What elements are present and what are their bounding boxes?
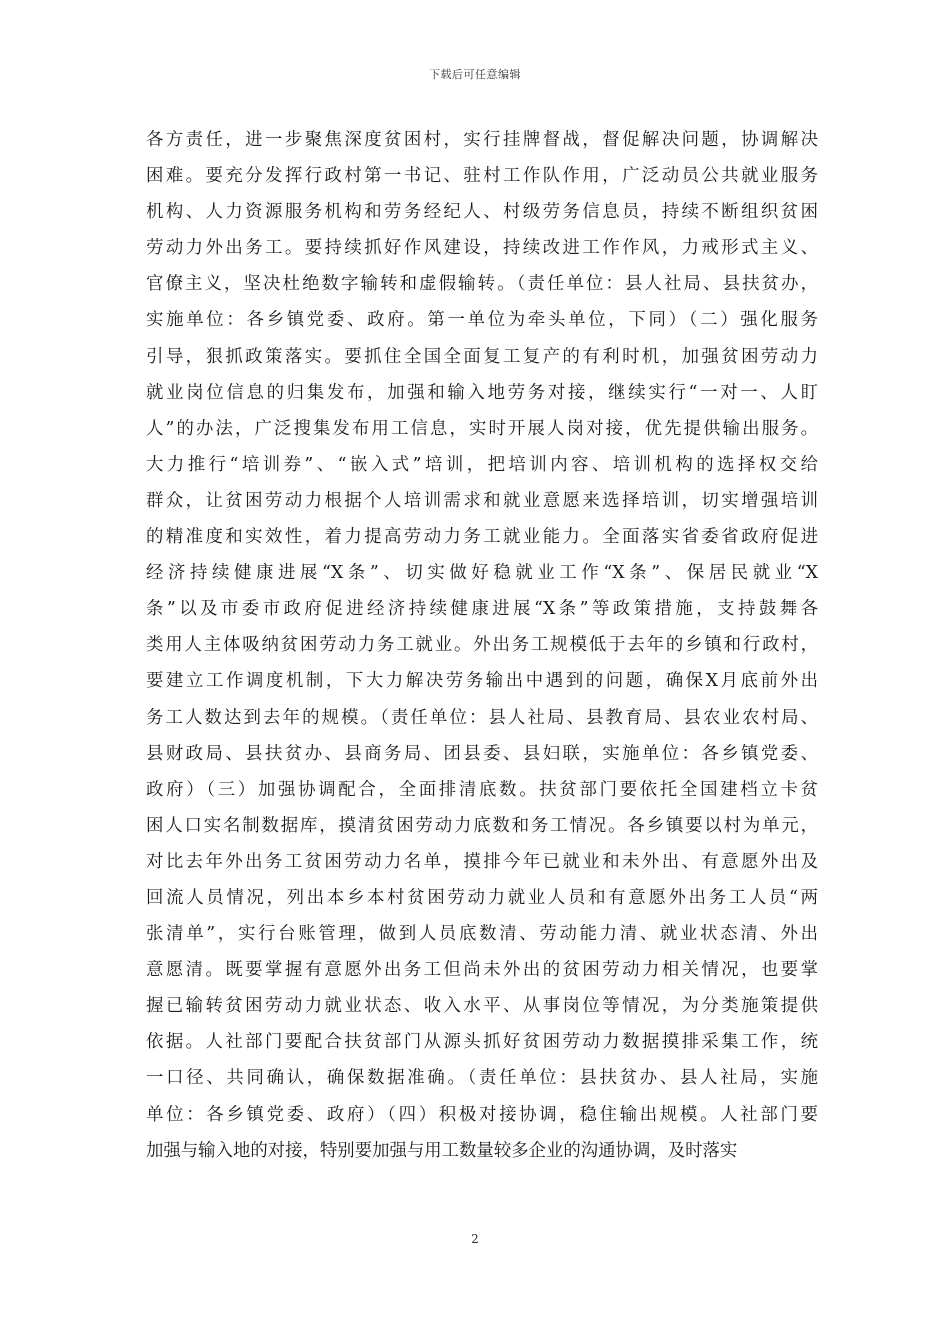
text-line: 要建立工作调度机制，下大力解决劳务输出中遇到的问题，确保X月底前外出 [146, 671, 818, 692]
text-line: 实施单位：各乡镇党委、政府。第一单位为牵头单位，下同）（二）强化服务 [146, 310, 818, 331]
text-line: 政府）（三）加强协调配合，全面排清底数。扶贫部门要依托全国建档立卡贫 [146, 779, 818, 800]
text-line: 单位：各乡镇党委、政府）（四）积极对接协调，稳住输出规模。人社部门要 [146, 1104, 818, 1125]
text-line: 回流人员情况，列出本乡本村贫困劳动力就业人员和有意愿外出务工人员“两 [146, 887, 818, 908]
text-line: 县财政局、县扶贫办、县商务局、团县委、县妇联，实施单位：各乡镇党委、 [146, 743, 818, 764]
text-line: 大力推行“培训券”、“嵌入式”培训，把培训内容、培训机构的选择权交给 [146, 454, 818, 475]
text-line: 意愿清。既要掌握有意愿外出务工但尚未外出的贫困劳动力相关情况，也要掌 [146, 960, 818, 981]
text-line: 一口径、共同确认，确保数据准确。（责任单位：县扶贫办、县人社局，实施 [146, 1068, 818, 1089]
text-line: 握已输转贫困劳动力就业状态、收入水平、从事岗位等情况，为分类施策提供 [146, 996, 818, 1017]
page-number: 2 [471, 1232, 479, 1246]
text-line: 困难。要充分发挥行政村第一书记、驻村工作队作用，广泛动员公共就业服务 [146, 166, 818, 187]
text-line: 劳动力外出务工。要持续抓好作风建设，持续改进工作作风，力戒形式主义、 [146, 238, 818, 259]
text-line: 人”的办法，广泛搜集发布用工信息，实时开展人岗对接，优先提供输出服务。 [146, 418, 818, 439]
text-line: 类用人主体吸纳贫困劳动力务工就业。外出务工规模低于去年的乡镇和行政村， [146, 635, 818, 656]
text-line: 引导，狠抓政策落实。要抓住全国全面复工复产的有利时机，加强贫困劳动力 [146, 346, 818, 367]
text-line: 务工人数达到去年的规模。（责任单位：县人社局、县教育局、县农业农村局、 [146, 707, 818, 728]
text-line: 就业岗位信息的归集发布，加强和输入地劳务对接，继续实行“一对一、人盯 [146, 382, 818, 403]
text-line: 机构、人力资源服务机构和劳务经纪人、村级劳务信息员，持续不断组织贫困 [146, 202, 818, 223]
text-line: 困人口实名制数据库，摸清贫困劳动力底数和务工情况。各乡镇要以村为单元， [146, 815, 818, 836]
text-line: 对比去年外出务工贫困劳动力名单，摸排今年已就业和未外出、有意愿外出及 [146, 851, 818, 872]
text-line: 各方责任，进一步聚焦深度贫困村，实行挂牌督战，督促解决问题，协调解决 [146, 130, 818, 150]
text-line: 的精准度和实效性，着力提高劳动力务工就业能力。全面落实省委省政府促进 [146, 527, 818, 548]
text-line: 条”以及市委市政府促进经济持续健康进展“X条”等政策措施，支持鼓舞各 [146, 599, 818, 620]
text-line: 群众，让贫困劳动力根据个人培训需求和就业意愿来选择培训，切实增强培训 [146, 490, 818, 511]
text-line: 依据。人社部门要配合扶贫部门从源头抓好贫困劳动力数据摸排采集工作，统 [146, 1032, 818, 1053]
text-line: 官僚主义，坚决杜绝数字输转和虚假输转。（责任单位：县人社局、县扶贫办， [146, 274, 818, 295]
document-body [146, 122, 818, 1169]
text-line: 加强与输入地的对接，特别要加强与用工数量较多企业的沟通协调，及时落实 [146, 1140, 738, 1161]
page-header: 下载后可任意编辑 [429, 68, 521, 81]
text-line: 张清单”，实行台账管理，做到人员底数清、劳动能力清、就业状态清、外出 [146, 924, 818, 945]
text-line: 经济持续健康进展“X条”、切实做好稳就业工作“X条”、保居民就业“X [146, 563, 818, 584]
